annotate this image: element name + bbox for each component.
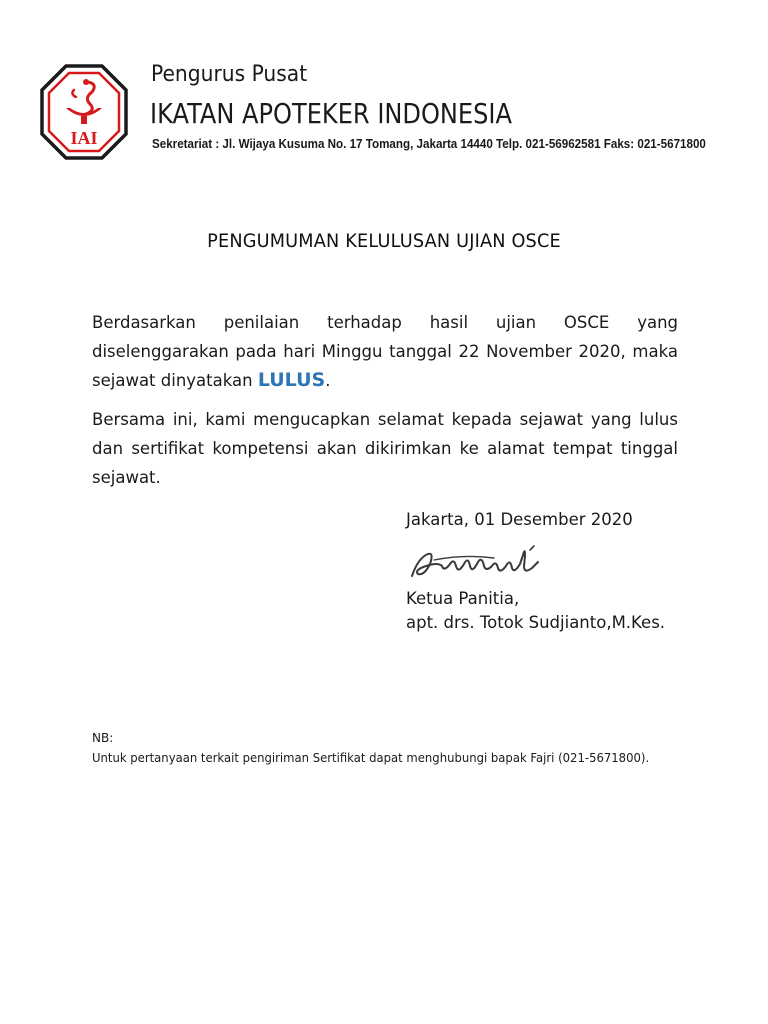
- letterhead: [0, 0, 768, 170]
- signer-name: apt. drs. Totok Sudjianto,M.Kes.: [406, 613, 666, 632]
- place-date: Jakarta, 01 Desember 2020: [406, 510, 633, 529]
- paragraph-end: .: [325, 371, 331, 390]
- iai-logo: [40, 64, 128, 160]
- document-title: PENGUMUMAN KELULUSAN UJIAN OSCE: [207, 230, 561, 252]
- note-label: NB:: [92, 731, 114, 745]
- org-subtitle: Pengurus Pusat: [151, 62, 308, 87]
- handwritten-signature: [404, 536, 564, 586]
- logo-text: IAI: [70, 128, 98, 148]
- congratulation-paragraph: Bersama ini, kami mengucapkan selamat kepada sejawat yang lulus dan sertifikat kompetensi akan dikirimkan ke alamat tempat tinggal sejawat.: [92, 410, 678, 487]
- paragraph-text: Berdasarkan penilaian terhadap hasil ujian OSCE yang diselenggarakan pada hari Minggu tanggal 22 November 2020, maka sejawat dinyatakan: [92, 313, 678, 390]
- org-name: IKATAN APOTEKER INDONESIA: [150, 97, 513, 130]
- org-address: Sekretariat : Jl. Wijaya Kusuma No. 17 Tomang, Jakarta 14440 Telp. 021-56962581 Faks: 021-5671800: [152, 137, 706, 151]
- signer-role: Ketua Panitia,: [406, 589, 520, 608]
- note-text: Untuk pertanyaan terkait pengiriman Sertifikat dapat menghubungi bapak Fajri (021-5671800).: [92, 751, 650, 765]
- status-lulus: LULUS: [257, 369, 326, 391]
- announcement-paragraph: [92, 308, 678, 395]
